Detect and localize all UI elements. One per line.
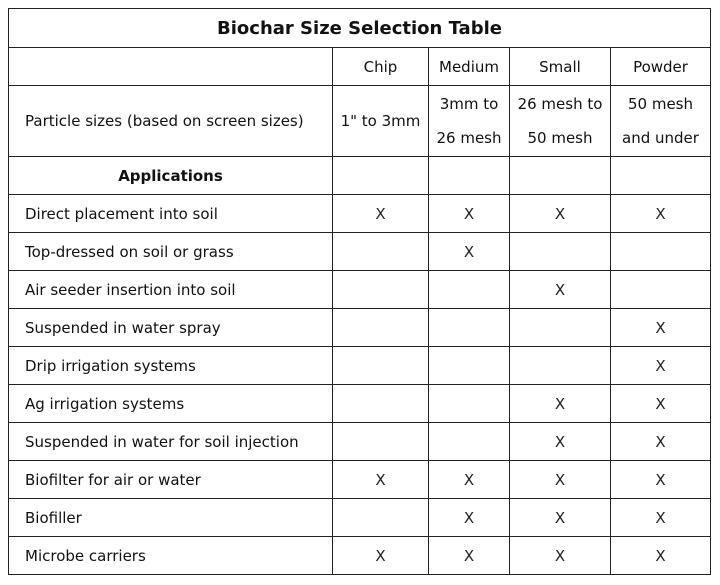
table-row [9, 385, 711, 423]
mark-cell-medium [429, 347, 510, 385]
mark-cell-powder: X [611, 195, 711, 233]
application-rows [9, 195, 711, 575]
mark-cell-small: X [510, 195, 611, 233]
application-label: Top-dressed on soil or grass [9, 233, 333, 271]
size-line: 1" to 3mm [340, 112, 421, 130]
application-label: Microbe carriers [9, 537, 333, 575]
mark-cell-chip: X [333, 195, 429, 233]
mark-cell-small [510, 347, 611, 385]
table-row [9, 195, 711, 233]
size-line: and under [622, 129, 699, 147]
mark-cell-medium: X [429, 537, 510, 575]
empty-cell [333, 157, 429, 195]
mark-cell-powder: X [611, 537, 711, 575]
mark-cell-chip [333, 309, 429, 347]
size-line: 50 mesh [527, 129, 593, 147]
mark-cell-small [510, 309, 611, 347]
particle-size-small [510, 86, 611, 157]
table-title: Biochar Size Selection Table [9, 9, 711, 48]
mark-cell-small: X [510, 537, 611, 575]
table-row [9, 233, 711, 271]
mark-cell-small: X [510, 385, 611, 423]
table-row [9, 499, 711, 537]
mark-cell-powder: X [611, 499, 711, 537]
mark-cell-chip: X [333, 537, 429, 575]
empty-cell [429, 157, 510, 195]
application-label: Air seeder insertion into soil [9, 271, 333, 309]
mark-cell-chip [333, 271, 429, 309]
mark-cell-chip: X [333, 461, 429, 499]
mark-cell-powder [611, 233, 711, 271]
size-line: 26 mesh [436, 129, 502, 147]
size-line: 26 mesh to [517, 95, 603, 113]
biochar-size-table [8, 8, 711, 575]
table-row [9, 461, 711, 499]
header-blank-cell [9, 48, 333, 86]
mark-cell-powder: X [611, 347, 711, 385]
application-label: Biofilter for air or water [9, 461, 333, 499]
application-label: Suspended in water spray [9, 309, 333, 347]
empty-cell [510, 157, 611, 195]
mark-cell-medium: X [429, 461, 510, 499]
mark-cell-powder: X [611, 461, 711, 499]
application-label: Biofiller [9, 499, 333, 537]
mark-cell-medium [429, 271, 510, 309]
particle-size-label: Particle sizes (based on screen sizes) [9, 86, 333, 157]
application-label: Ag irrigation systems [9, 385, 333, 423]
header-row [9, 48, 711, 86]
mark-cell-medium [429, 309, 510, 347]
table-row [9, 347, 711, 385]
title-row [9, 9, 711, 48]
table-row [9, 537, 711, 575]
table-row [9, 309, 711, 347]
mark-cell-chip [333, 385, 429, 423]
table-row [9, 271, 711, 309]
column-header-medium: Medium [429, 48, 510, 86]
mark-cell-medium [429, 385, 510, 423]
particle-size-powder [611, 86, 711, 157]
particle-size-chip [333, 86, 429, 157]
size-line: 3mm to [439, 95, 499, 113]
empty-cell [611, 157, 711, 195]
applications-heading: Applications [9, 157, 333, 195]
mark-cell-chip [333, 499, 429, 537]
mark-cell-powder: X [611, 423, 711, 461]
mark-cell-chip [333, 233, 429, 271]
mark-cell-small: X [510, 271, 611, 309]
size-line: 50 mesh [627, 95, 694, 113]
mark-cell-small: X [510, 423, 611, 461]
mark-cell-medium: X [429, 233, 510, 271]
table-row [9, 423, 711, 461]
mark-cell-chip [333, 347, 429, 385]
mark-cell-powder: X [611, 385, 711, 423]
mark-cell-powder [611, 271, 711, 309]
particle-size-medium [429, 86, 510, 157]
column-header-powder: Powder [611, 48, 711, 86]
application-label: Direct placement into soil [9, 195, 333, 233]
mark-cell-medium [429, 423, 510, 461]
column-header-small: Small [510, 48, 611, 86]
applications-heading-row [9, 157, 711, 195]
mark-cell-small [510, 233, 611, 271]
mark-cell-chip [333, 423, 429, 461]
application-label: Suspended in water for soil injection [9, 423, 333, 461]
mark-cell-small: X [510, 461, 611, 499]
particle-size-row [9, 86, 711, 157]
application-label: Drip irrigation systems [9, 347, 333, 385]
mark-cell-small: X [510, 499, 611, 537]
mark-cell-powder: X [611, 309, 711, 347]
mark-cell-medium: X [429, 499, 510, 537]
column-header-chip: Chip [333, 48, 429, 86]
mark-cell-medium: X [429, 195, 510, 233]
